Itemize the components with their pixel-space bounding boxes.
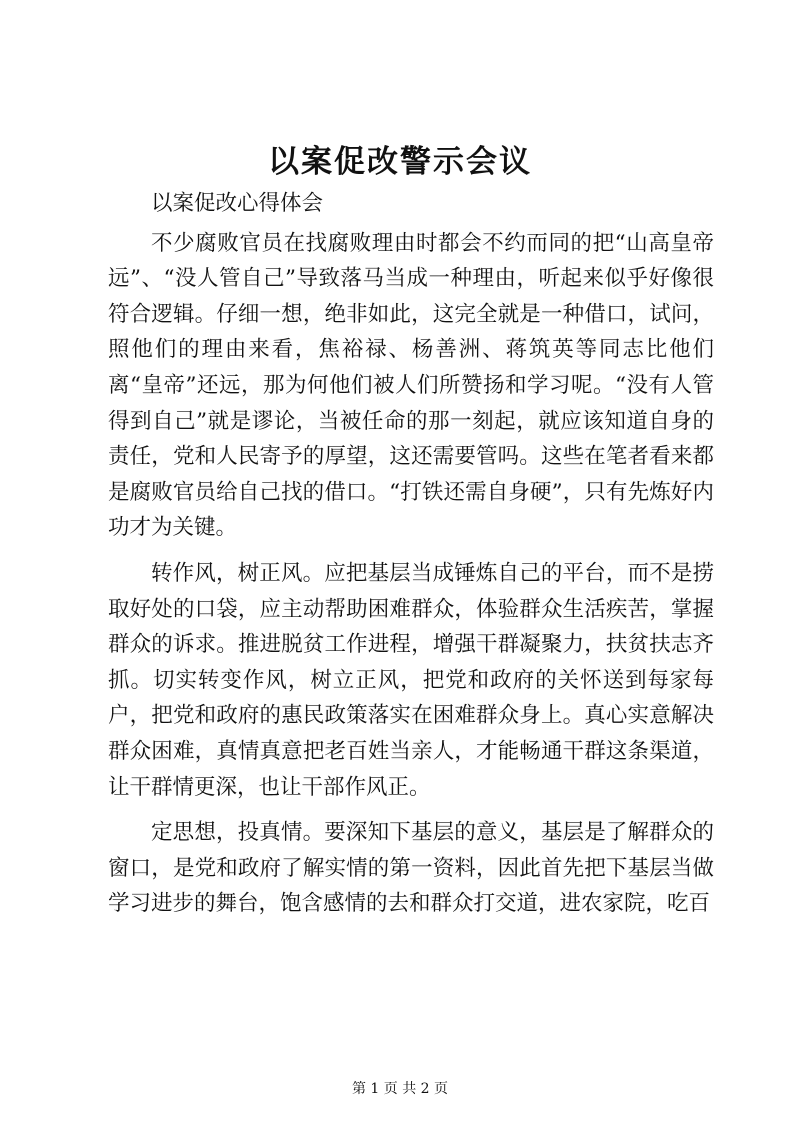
- document-title: 以案促改警示会议: [268, 144, 532, 180]
- document-body: [108, 186, 714, 932]
- paragraph: 不少腐败官员在找腐败理由时都会不约而同的把“山高皇帝远”、“没人管自己”导致落马当成一种理由，听起来似乎好像很符合逻辑。仔细一想，绝非如此，这完全就是一种借口，试问，照他们的理由来看，焦裕禄、杨善洲、蒋筑英等同志比他们离“皇帝”还远，那为何他们被人们所赞扬和学习呢。“没有人管得到自己”就是谬论，当被任命的那一刻起，就应该知道自身的责任，党和人民寄予的厚望，这还需要管吗。这些在笔者看来都是腐败官员给自己找的借口。“打铁还需自身硬”，只有先炼好内功才为关键。: [108, 230, 714, 541]
- paragraph: 定思想，投真情。要深知下基层的意义，基层是了解群众的窗口，是党和政府了解实情的第一资料，因此首先把下基层当做学习进步的舞台，饱含感情的去和群众打交道，进农家院，吃百: [108, 820, 714, 917]
- page-footer: 第 1 页 共 2 页: [351, 1081, 449, 1097]
- paragraph: 转作风，树正风。应把基层当成锤炼自己的平台，而不是捞取好处的口袋，应主动帮助困难群众，体验群众生活疾苦，掌握群众的诉求。推进脱贫工作进程，增强干群凝聚力，扶贫扶志齐抓。切实转变作风，树立正风，把党和政府的关怀送到每家每户，把党和政府的惠民政策落实在困难群众身上。真心实意解决群众困难，真情真意把老百姓当亲人，才能畅通干群这条渠道，让干群情更深，也让干部作风正。: [108, 560, 714, 800]
- document-subtitle: 以案促改心得体会: [151, 191, 324, 216]
